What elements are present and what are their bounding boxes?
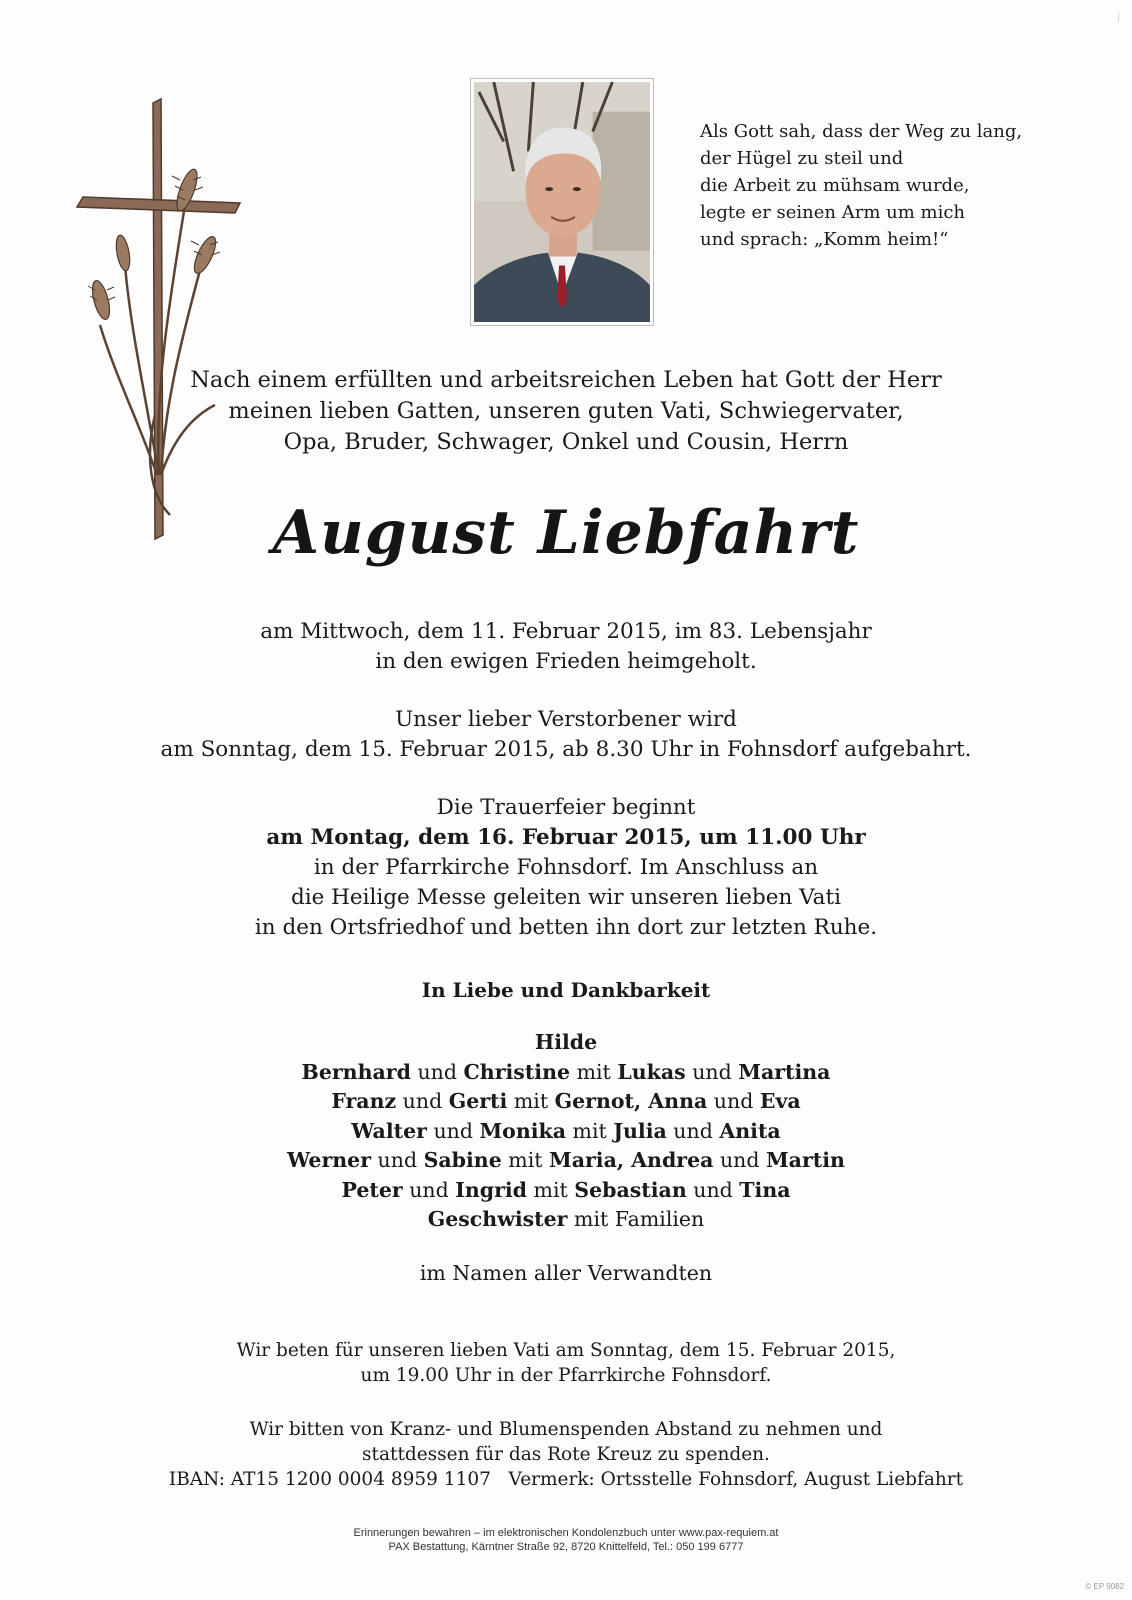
funeral-line: die Heilige Messe geleiten wir unseren lieben Vati <box>290 885 842 910</box>
family-row <box>0 1205 1132 1235</box>
family-name: Franz <box>331 1089 397 1113</box>
family-name: Maria, Andrea <box>549 1148 714 1172</box>
family-name: Bernhard <box>301 1059 411 1084</box>
donation-line: stattdessen für das Rote Kreuz zu spenden. <box>362 1444 770 1465</box>
family-row <box>0 1146 1132 1176</box>
family-joiner: und <box>686 1177 740 1202</box>
poem-line: Als Gott sah, dass der Weg zu lang, <box>700 121 1023 142</box>
poem-line: der Hügel zu steil und <box>700 148 904 169</box>
family-name: Eva <box>759 1089 801 1113</box>
family-joiner: , <box>634 1089 649 1113</box>
family-name: Gernot <box>554 1089 634 1113</box>
footer-condolence-link[interactable]: Erinnerungen bewahren – im elektronischen Kondolenzbuch unter www.pax-requiem.at <box>353 1527 779 1539</box>
intro-line: Opa, Bruder, Schwager, Onkel und Cousin, Herrn <box>283 429 849 455</box>
family-joiner: mit <box>507 1089 555 1113</box>
death-line: am Mittwoch, dem 11. Februar 2015, im 83. Lebensjahr <box>260 619 872 644</box>
death-notice <box>0 617 1132 677</box>
family-name: Sebastian <box>574 1177 687 1202</box>
corner-mark: | <box>1117 12 1120 23</box>
family-name: Julia <box>613 1118 667 1143</box>
viewing-line: am Sonntag, dem 15. Februar 2015, ab 8.30 Uhr in Fohnsdorf aufgebahrt. <box>160 737 972 762</box>
family-name: Tina <box>739 1177 791 1202</box>
prayer-notice <box>0 1338 1132 1388</box>
family-joiner: und <box>410 1059 464 1084</box>
family-joiner: und <box>713 1148 766 1172</box>
deceased-name: August Liebfahrt <box>272 498 860 568</box>
footer-address: PAX Bestattung, Kärntner Straße 92, 8720 Knittelfeld, Tel.: 050 199 6777 <box>388 1541 744 1553</box>
family-name: Ingrid <box>455 1177 527 1202</box>
family-name: Martina <box>738 1059 831 1084</box>
family-name: Gerti <box>448 1089 508 1113</box>
viewing-notice <box>0 705 1132 765</box>
family-name: Sabine <box>423 1148 502 1172</box>
poem-line: die Arbeit zu mühsam wurde, <box>700 175 970 196</box>
family-row: Hilde <box>534 1030 598 1054</box>
prayer-line: um 19.00 Uhr in der Pfarrkirche Fohnsdorf. <box>360 1365 772 1386</box>
family-joiner: mit <box>501 1148 550 1172</box>
in-love-heading: In Liebe und Dankbarkeit <box>421 978 711 1002</box>
viewing-line: Unser lieber Verstorbener wird <box>395 707 737 732</box>
family-joiner: und <box>396 1089 449 1113</box>
poem-line: legte er seinen Arm um mich <box>700 202 965 223</box>
family-joiner: mit <box>566 1118 614 1143</box>
family-name: Anna <box>648 1089 708 1113</box>
poem <box>700 118 1040 253</box>
portrait-photo <box>470 78 654 326</box>
donation-line: Wir bitten von Kranz- und Blumenspenden Abstand zu nehmen und <box>249 1419 883 1440</box>
donation-notice <box>0 1417 1132 1492</box>
family-row <box>0 1176 1132 1206</box>
iban-line: IBAN: AT15 1200 0004 8959 1107 Vermerk: Ortsstelle Fohnsdorf, August Liebfahrt <box>168 1469 964 1490</box>
family-row <box>0 1087 1132 1117</box>
death-line: in den ewigen Frieden heimgeholt. <box>375 649 757 674</box>
family-row <box>0 1117 1132 1147</box>
family-joiner: und <box>685 1059 739 1084</box>
funeral-line: Die Trauerfeier beginnt <box>436 795 696 820</box>
family-name: Walter <box>351 1118 427 1143</box>
intro-text <box>0 365 1132 458</box>
family-name: Lukas <box>617 1059 686 1084</box>
family-name: Martin <box>765 1148 845 1172</box>
family-name: Peter <box>341 1177 403 1202</box>
family-joiner: und <box>426 1118 480 1143</box>
family-joiner: und <box>707 1089 760 1113</box>
poem-line: und sprach: „Komm heim!“ <box>700 229 949 250</box>
family-joiner: und <box>666 1118 720 1143</box>
cross-with-wheat-icon <box>75 95 245 565</box>
family-row <box>0 1058 1132 1088</box>
family-joiner: mit Familien <box>567 1207 705 1231</box>
family-joiner: mit <box>527 1177 575 1202</box>
intro-line: meinen lieben Gatten, unseren guten Vati, Schwiegervater, <box>228 398 904 424</box>
prayer-line: Wir beten für unseren lieben Vati am Sonntag, dem 15. Februar 2015, <box>236 1340 896 1361</box>
intro-line: Nach einem erfüllten und arbeitsreichen Leben hat Gott der Herr <box>190 367 942 393</box>
family-joiner: und <box>371 1148 424 1172</box>
family-name: Geschwister <box>427 1207 568 1231</box>
family-name: Monika <box>479 1118 567 1143</box>
family-joiner: mit <box>570 1059 618 1084</box>
family-list <box>0 1028 1132 1235</box>
funeral-notice <box>0 793 1132 943</box>
family-name: Anita <box>719 1118 781 1143</box>
funeral-line: in den Ortsfriedhof und betten ihn dort zur letzten Ruhe. <box>254 915 878 940</box>
family-joiner: und <box>402 1177 456 1202</box>
behalf-line: im Namen aller Verwandten <box>419 1261 713 1285</box>
funeral-date: am Montag, dem 16. Februar 2015, um 11.00 Uhr <box>266 825 866 850</box>
family-name: Werner <box>287 1148 372 1172</box>
document-code: © EP 9082 <box>1085 1582 1124 1591</box>
family-name: Christine <box>463 1059 571 1084</box>
funeral-line: in der Pfarrkirche Fohnsdorf. Im Anschluss an <box>313 855 819 880</box>
